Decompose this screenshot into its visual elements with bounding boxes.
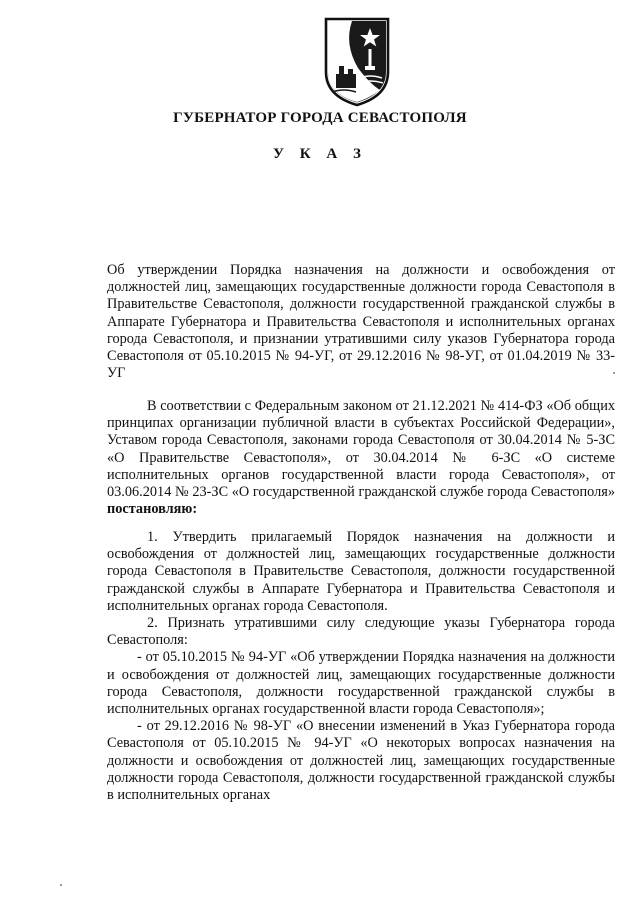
decree-item-1: 1. Утвердить прилагаемый Порядок назначения на должности и освобождения от должностей лиц, замещающих государственные должности города Севастополя в Правительстве Севастополя, должности государственной гражданской службы в Аппарате Губернатора и Правительства Севастополя и исполнительных органах города Севастополя. <box>107 529 615 614</box>
preamble <box>107 398 615 518</box>
scan-speck <box>60 884 62 886</box>
preamble-text: В соответствии с Федеральным законом от 21.12.2021 № 414-ФЗ «Об общих принципах организации публичной власти в субъектах Российской Федерации», Уставом города Севастополя, законами города Севастополя от 30.04.2014 № 5-ЗС «О Правительстве Севастополя», от 30.04.2014 № 6-ЗС «О системе исполнительных органов государственной власти города Севастополя», от 03.06.2014 № 23-ЗС «О государственной гражданской службе города Севастополя» <box>107 398 615 501</box>
repealed-decree-2: - от 29.12.2016 № 98-УГ «О внесении изменений в Указ Губернатора города Севастополя от 05.10.2015 № 94-УГ «О некоторых вопросах назначения на должности и освобождения от должностей лиц, замещающих государственные должности города Севастополя, должности государственной гражданской службы в исполнительных органах <box>107 718 615 804</box>
decree-items <box>107 529 615 804</box>
sevastopol-coat-of-arms-icon <box>322 16 392 108</box>
preamble-bold-word: постановляю: <box>107 501 198 518</box>
decree-title: Об утверждении Порядка назначения на должности и освобождения от должностей лиц, замещающих государственные должности города Севастополя в Правительстве Севастополя, должности государственной гражданской службы в Аппарате Губернатора и Правительства Севастополя и исполнительных органах города Севастополя, и признании утратившими силу указов Губернатора города Севастополя от 05.10.2015 № 94-УГ, от 29.12.2016 № 98-УГ, от 01.04.2019 № 33-УГ <box>107 262 615 382</box>
doc-type: У К А З <box>273 146 367 162</box>
repealed-decree-1: - от 05.10.2015 № 94-УГ «Об утверждении Порядка назначения на должности и освобождения от должностей лиц, замещающих государственные должности города Севастополя, должности государственной гражданской службы в исполнительных органах государственной власти города Севастополя»; <box>107 649 615 718</box>
decree-item-2: 2. Признать утратившими силу следующие указы Губернатора города Севастополя: <box>107 615 615 649</box>
org-title: ГУБЕРНАТОР ГОРОДА СЕВАСТОПОЛЯ <box>173 110 467 126</box>
scan-speck <box>613 372 615 374</box>
